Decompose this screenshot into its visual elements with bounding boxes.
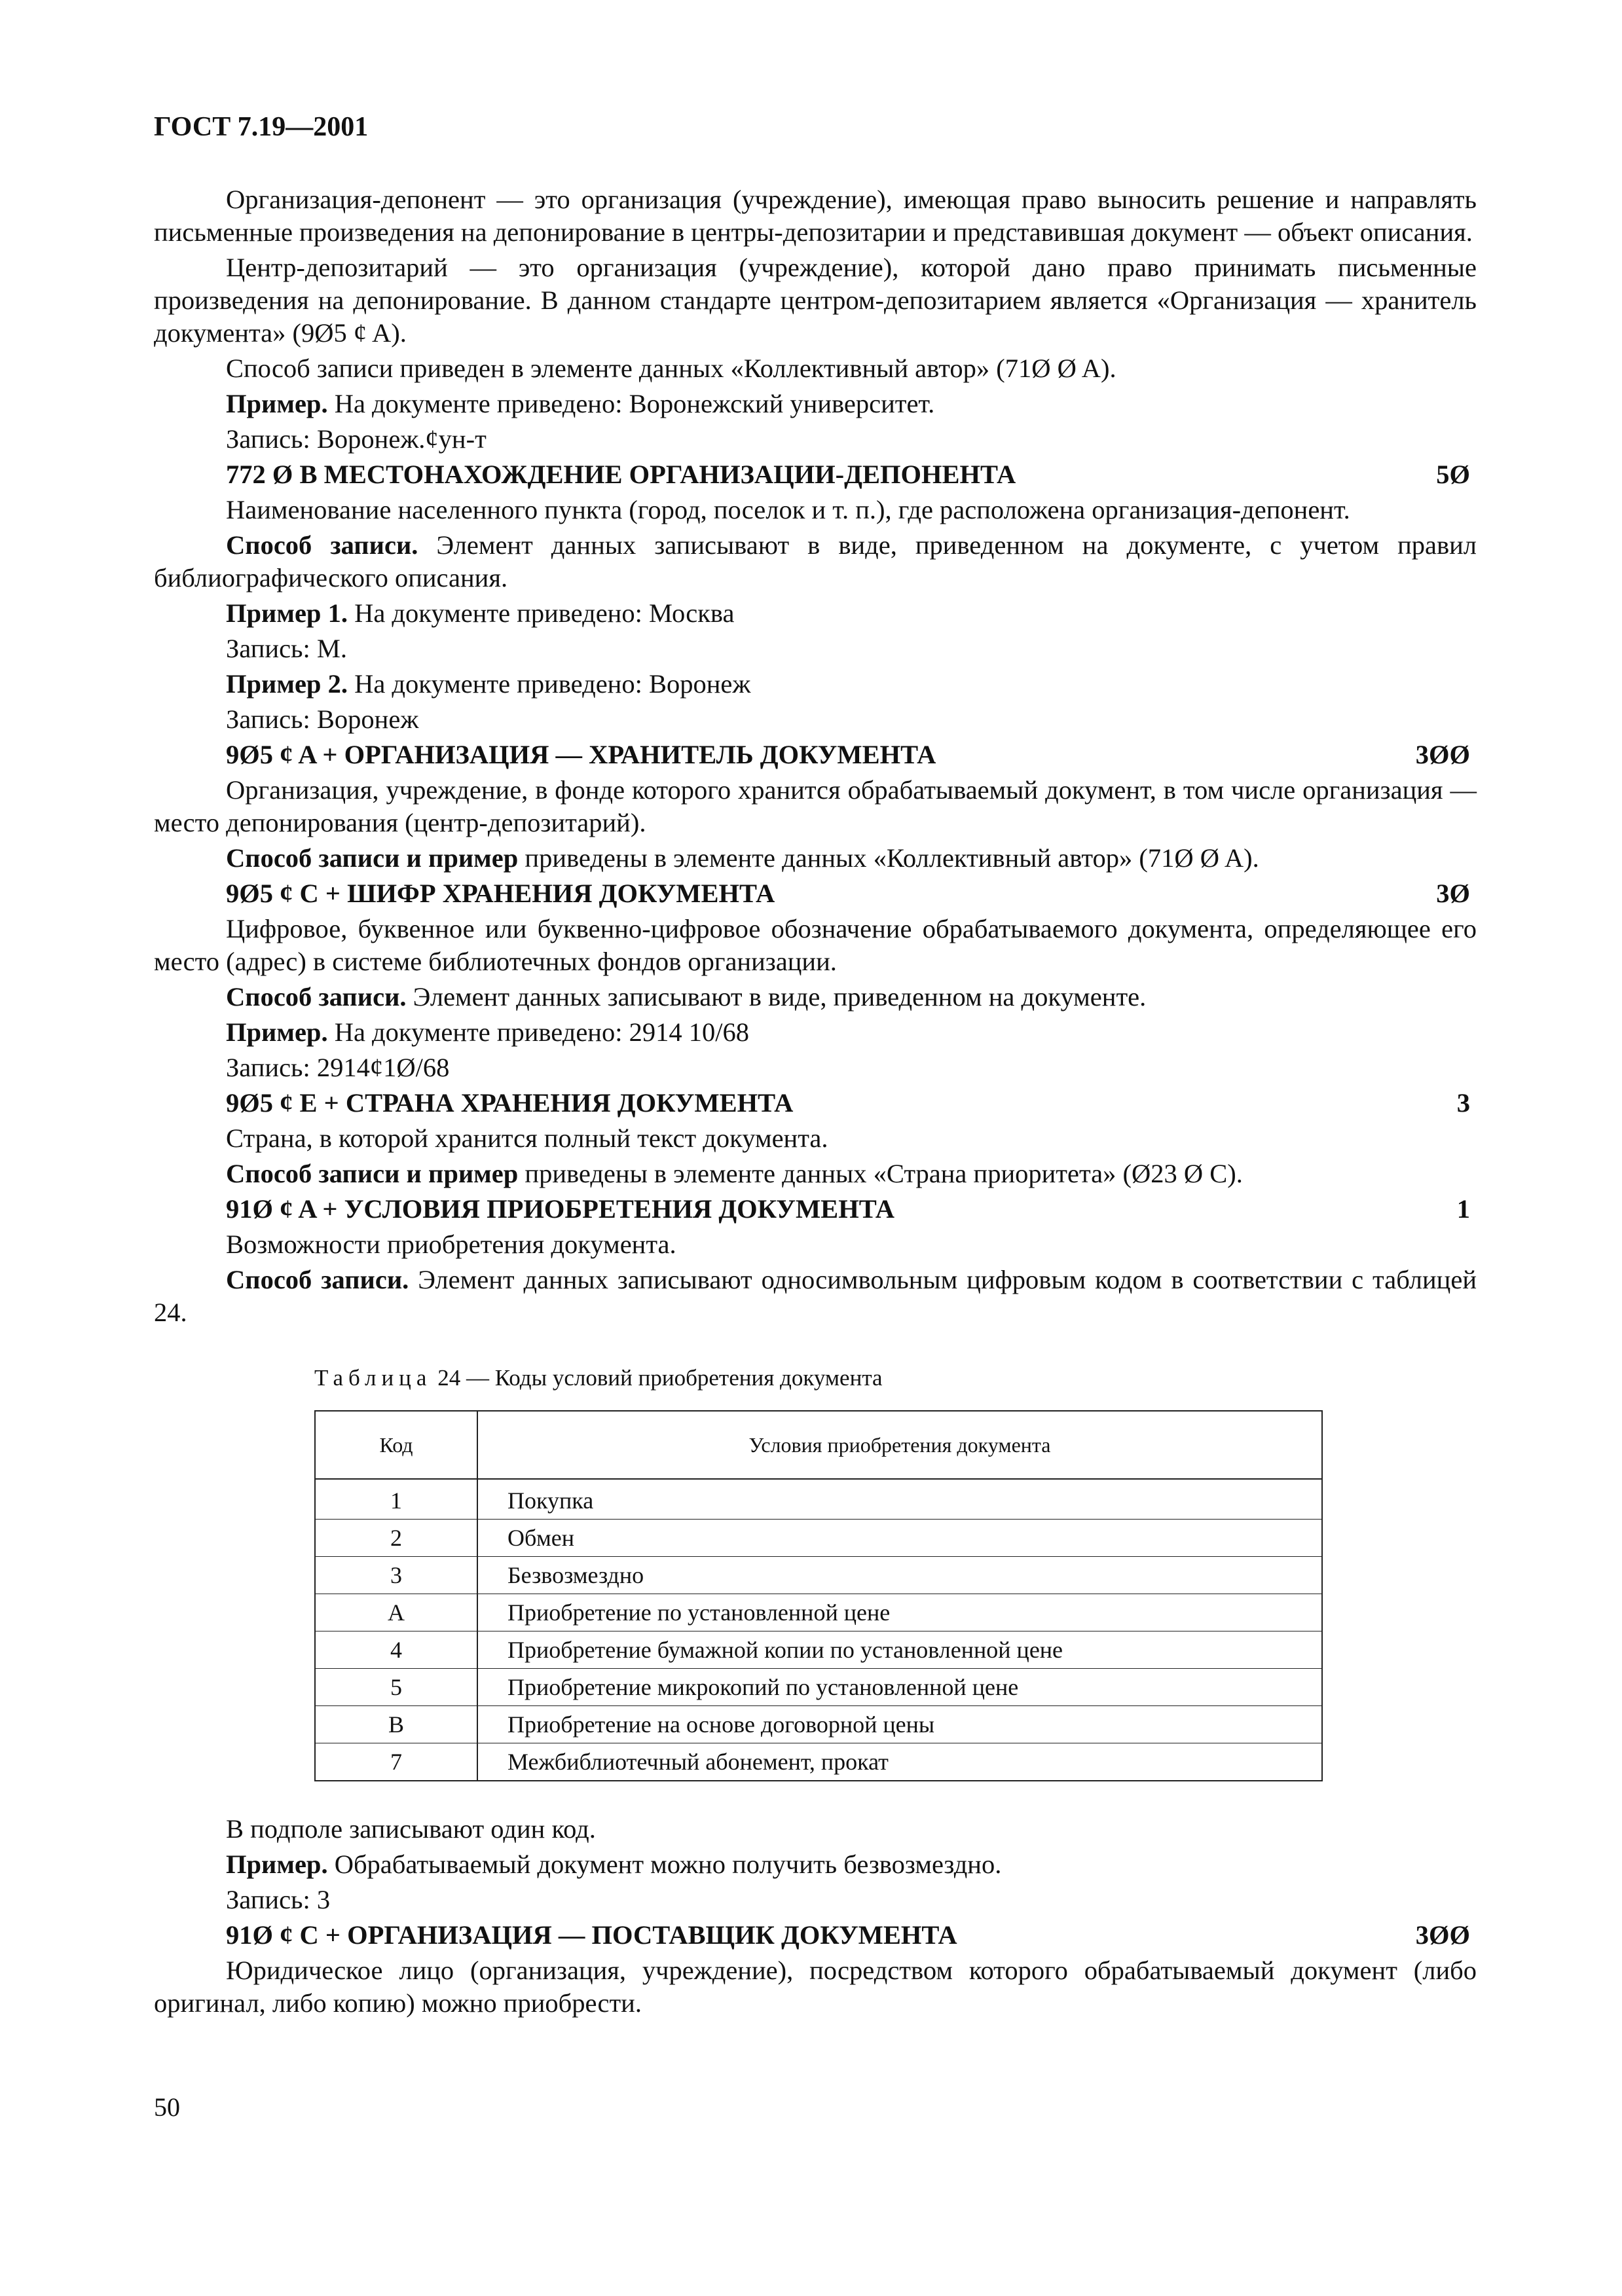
paragraph: Центр-депозитарий — это организация (учреждение), которой дано право принимать письменные произведения на депонирование. В данном стандарте центром-депозитарием является «Организация — хранитель документа» (9Ø5 ȼ A).	[154, 253, 1477, 348]
section-heading-905a	[154, 738, 1477, 771]
section-title: 9Ø5 ȼ A + ОРГАНИЗАЦИЯ — ХРАНИТЕЛЬ ДОКУМЕНТА	[226, 740, 936, 769]
example-text: На документе приведено: Воронеж	[347, 669, 751, 699]
table-caption-text: 24 — Коды условий приобретения документа	[432, 1365, 883, 1391]
method-text: Элемент данных записывают в виде, приведенном на документе.	[406, 982, 1147, 1011]
table-caption	[314, 1362, 1477, 1394]
method-label: Способ записи.	[226, 530, 418, 560]
paragraph: Организация-депонент — это организация (учреждение), имеющая право выносить решение и направлять письменные произведения на депонирование в центры-депозитарии и представившая документ — объект описания.	[154, 185, 1477, 247]
section-title: 772 Ø B МЕСТОНАХОЖДЕНИЕ ОРГАНИЗАЦИИ-ДЕПОНЕНТА	[226, 460, 1016, 489]
example-label: Пример 2.	[226, 669, 348, 699]
table-header-row	[315, 1411, 1322, 1479]
method-text: приведены в элементе данных «Страна приоритета» (Ø23 Ø C).	[518, 1159, 1243, 1188]
section-length: 5Ø	[1436, 460, 1470, 489]
example-line	[154, 597, 1477, 630]
section-title: 9Ø5 ȼ C + ШИФР ХРАНЕНИЯ ДОКУМЕНТА	[226, 879, 775, 908]
paragraph: Наименование населенного пункта (город, поселок и т. п.), где расположена организация-депонент.	[226, 495, 1350, 524]
code-cell: 1	[315, 1479, 477, 1520]
method-line	[154, 1157, 1477, 1190]
table-row	[315, 1594, 1322, 1631]
example-label: Пример.	[226, 389, 328, 418]
section-heading-772	[154, 458, 1477, 491]
record-line: Запись: Воронеж.ȼун-т	[226, 424, 487, 454]
section-heading-910c	[154, 1919, 1477, 1952]
method-label: Способ записи.	[226, 982, 407, 1011]
condition-cell: Приобретение по установленной цене	[477, 1594, 1322, 1631]
column-header-code: Код	[315, 1411, 477, 1479]
method-line	[154, 1264, 1477, 1329]
section-heading-905c	[154, 877, 1477, 910]
method-text: Элемент данных записывают односимвольным цифровым кодом в соответствии с таблицей 24.	[154, 1265, 1477, 1327]
code-cell: 4	[315, 1631, 477, 1669]
condition-cell: Приобретение микрокопий по установленной цене	[477, 1669, 1322, 1706]
record-line: Запись: 3	[226, 1885, 331, 1914]
paragraph: Цифровое, буквенное или буквенно-цифровое обозначение обрабатываемого документа, определяющее его место (адрес) в системе библиотечных фондов организации.	[154, 914, 1477, 976]
condition-cell: Межбиблиотечный абонемент, прокат	[477, 1743, 1322, 1781]
document-body	[154, 183, 1477, 2022]
paragraph: В подполе записывают один код.	[226, 1814, 596, 1844]
example-label: Пример.	[226, 1017, 328, 1047]
code-cell: A	[315, 1594, 477, 1631]
section-length: 1	[1456, 1194, 1470, 1224]
table-row	[315, 1706, 1322, 1743]
paragraph: Страна, в которой хранится полный текст документа.	[226, 1123, 828, 1153]
section-title: 91Ø ȼ C + ОРГАНИЗАЦИЯ — ПОСТАВЩИК ДОКУМЕНТА	[226, 1920, 957, 1950]
code-cell: 7	[315, 1743, 477, 1781]
section-title: 91Ø ȼ A + УСЛОВИЯ ПРИОБРЕТЕНИЯ ДОКУМЕНТА	[226, 1194, 894, 1224]
table-row	[315, 1631, 1322, 1669]
paragraph: Юридическое лицо (организация, учреждение), посредством которого обрабатываемый документ (либо оригинал, либо копию) можно приобрести.	[154, 1956, 1477, 2018]
table-row	[315, 1520, 1322, 1557]
method-line	[154, 529, 1477, 594]
example-line	[154, 1016, 1477, 1049]
example-label: Пример 1.	[226, 598, 348, 628]
page-number: 50	[154, 2092, 180, 2122]
condition-cell: Приобретение на основе договорной цены	[477, 1706, 1322, 1743]
code-cell: 5	[315, 1669, 477, 1706]
section-heading-905e	[154, 1087, 1477, 1120]
example-text: Обрабатываемый документ можно получить безвозмездно.	[327, 1850, 1002, 1879]
example-line	[154, 1848, 1477, 1881]
code-cell: B	[315, 1706, 477, 1743]
record-line: Запись: Воронеж	[226, 704, 419, 734]
condition-cell: Безвозмездно	[477, 1557, 1322, 1594]
condition-cell: Обмен	[477, 1520, 1322, 1557]
section-length: 3	[1456, 1088, 1470, 1118]
condition-cell: Покупка	[477, 1479, 1322, 1520]
example-text: На документе приведено: Москва	[347, 598, 735, 628]
method-label: Способ записи и пример	[226, 843, 519, 873]
section-title: 9Ø5 ȼ E + СТРАНА ХРАНЕНИЯ ДОКУМЕНТА	[226, 1088, 794, 1118]
table-row	[315, 1557, 1322, 1594]
method-label: Способ записи и пример	[226, 1159, 519, 1188]
paragraph: Организация, учреждение, в фонде которого хранится обрабатываемый документ, в том числе организация — место депонирования (центр-депозитарий).	[154, 775, 1477, 837]
table-row	[315, 1479, 1322, 1520]
example-line	[154, 388, 1477, 420]
method-text: Элемент данных записывают в виде, приведенном на документе, с учетом правил библиографического описания.	[154, 530, 1477, 592]
table-row	[315, 1669, 1322, 1706]
condition-cell: Приобретение бумажной копии по установленной цене	[477, 1631, 1322, 1669]
paragraph: Возможности приобретения документа.	[226, 1230, 676, 1259]
code-cell: 2	[315, 1520, 477, 1557]
paragraph: Способ записи приведен в элементе данных «Коллективный автор» (71Ø Ø A).	[226, 354, 1116, 383]
method-line	[154, 981, 1477, 1013]
example-text: На документе приведено: Воронежский университет.	[327, 389, 935, 418]
section-length: 3ØØ	[1415, 1920, 1470, 1950]
method-label: Способ записи.	[226, 1265, 409, 1294]
example-text: На документе приведено: 2914 10/68	[327, 1017, 749, 1047]
table-caption-word: Таблица	[314, 1365, 432, 1391]
column-header-conditions: Условия приобретения документа	[477, 1411, 1322, 1479]
section-heading-910a	[154, 1193, 1477, 1226]
document-header: ГОСТ 7.19—2001	[154, 112, 369, 142]
section-length: 3ØØ	[1415, 740, 1470, 769]
table-row	[315, 1743, 1322, 1781]
section-length: 3Ø	[1436, 879, 1470, 908]
example-line	[154, 668, 1477, 701]
record-line: Запись: М.	[226, 634, 348, 663]
code-cell: 3	[315, 1557, 477, 1594]
example-label: Пример.	[226, 1850, 328, 1879]
acquisition-codes-table	[314, 1410, 1323, 1781]
method-line	[154, 842, 1477, 875]
method-text: приведены в элементе данных «Коллективный автор» (71Ø Ø A).	[518, 843, 1259, 873]
record-line: Запись: 2914ȼ1Ø/68	[226, 1053, 450, 1082]
